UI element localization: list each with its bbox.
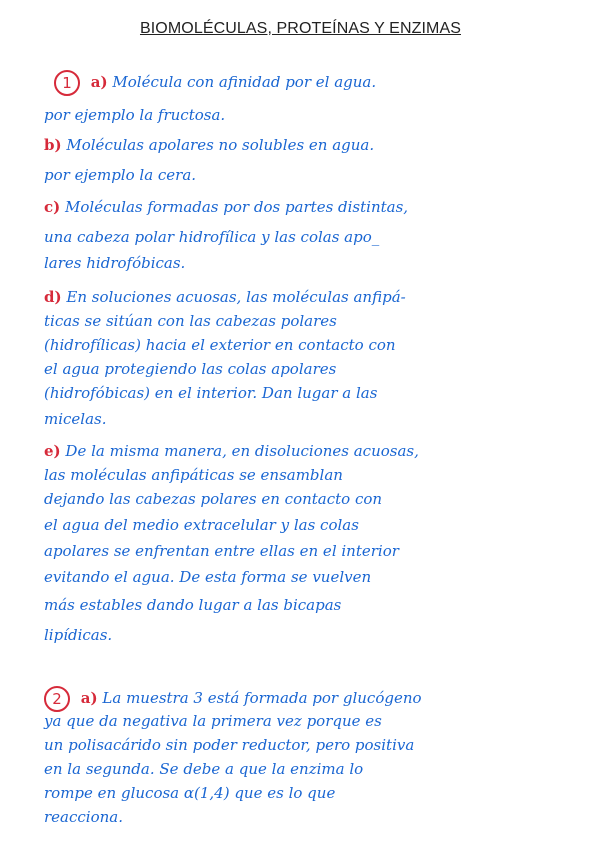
q1-a-text: Molécula con afinidad por el agua. — [112, 73, 377, 91]
q2-a-text: La muestra 3 está formada por glucógeno — [102, 689, 422, 707]
q2-a-line-6: reacciona. — [44, 808, 123, 826]
q1-a-line-2: por ejemplo la fructosa. — [44, 106, 226, 124]
q1-c-line-2: una cabeza polar hidrofílica y las colas apo_ — [44, 228, 380, 246]
q1-number-circle: 1 — [54, 70, 80, 96]
q1-e-line-4: el agua del medio extracelular y las colas — [44, 516, 359, 534]
q1-d-line-6: micelas. — [44, 410, 107, 428]
q1-d-line-2: ticas se sitúan con las cabezas polares — [44, 312, 337, 330]
q1-c-marker: c) — [44, 198, 61, 216]
q1-d-line-4: el agua protegiendo las colas apolares — [44, 360, 337, 378]
q2-a-line-5: rompe en glucosa α(1,4) que es lo que — [44, 784, 336, 802]
q1-a-line-1 — [54, 70, 376, 96]
q1-d-marker: d) — [44, 288, 62, 306]
q2-a-line-1 — [44, 686, 422, 712]
page-title: BIOMOLÉCULAS, PROTEÍNAS Y ENZIMAS — [139, 20, 461, 37]
q1-b-line-1 — [44, 134, 374, 156]
q1-e-marker: e) — [44, 442, 61, 460]
q1-e-line-1 — [44, 440, 419, 462]
q1-e-line-2: las moléculas anfipáticas se ensamblan — [44, 466, 343, 484]
q1-a-marker: a) — [90, 73, 108, 91]
q1-d-line-1 — [44, 286, 406, 308]
q1-e-line-7: más estables dando lugar a las bicapas — [44, 596, 342, 614]
q1-c-text: Moléculas formadas por dos partes distintas, — [65, 198, 409, 216]
q1-e-line-5: apolares se enfrentan entre ellas en el interior — [44, 542, 399, 560]
q1-b-marker: b) — [44, 136, 62, 154]
q2-a-line-4: en la segunda. Se debe a que la enzima lo — [44, 760, 364, 778]
q2-a-line-2: ya que da negativa la primera vez porque es — [44, 712, 382, 730]
q1-e-line-3: dejando las cabezas polares en contacto con — [44, 490, 383, 508]
q1-c-line-3: lares hidrofóbicas. — [44, 254, 186, 272]
q1-d-line-5: (hidrofóbicas) en el interior. Dan lugar a las — [44, 384, 378, 402]
q1-b-line-2: por ejemplo la cera. — [44, 166, 197, 184]
q1-d-line-3: (hidrofílicas) hacia el exterior en contacto con — [44, 336, 396, 354]
q1-c-line-1 — [44, 196, 408, 218]
q1-e-line-6: evitando el agua. De esta forma se vuelven — [44, 568, 372, 586]
q1-e-text: De la misma manera, en disoluciones acuosas, — [65, 442, 419, 460]
q2-number-circle: 2 — [44, 686, 70, 712]
q2-a-marker: a) — [80, 689, 98, 707]
q1-b-text: Moléculas apolares no solubles en agua. — [66, 136, 375, 154]
q2-a-line-3: un polisacárido sin poder reductor, pero positiva — [44, 736, 415, 754]
q1-d-text: En soluciones acuosas, las moléculas anfipá- — [66, 288, 406, 306]
q1-e-line-8: lipídicas. — [44, 626, 113, 644]
